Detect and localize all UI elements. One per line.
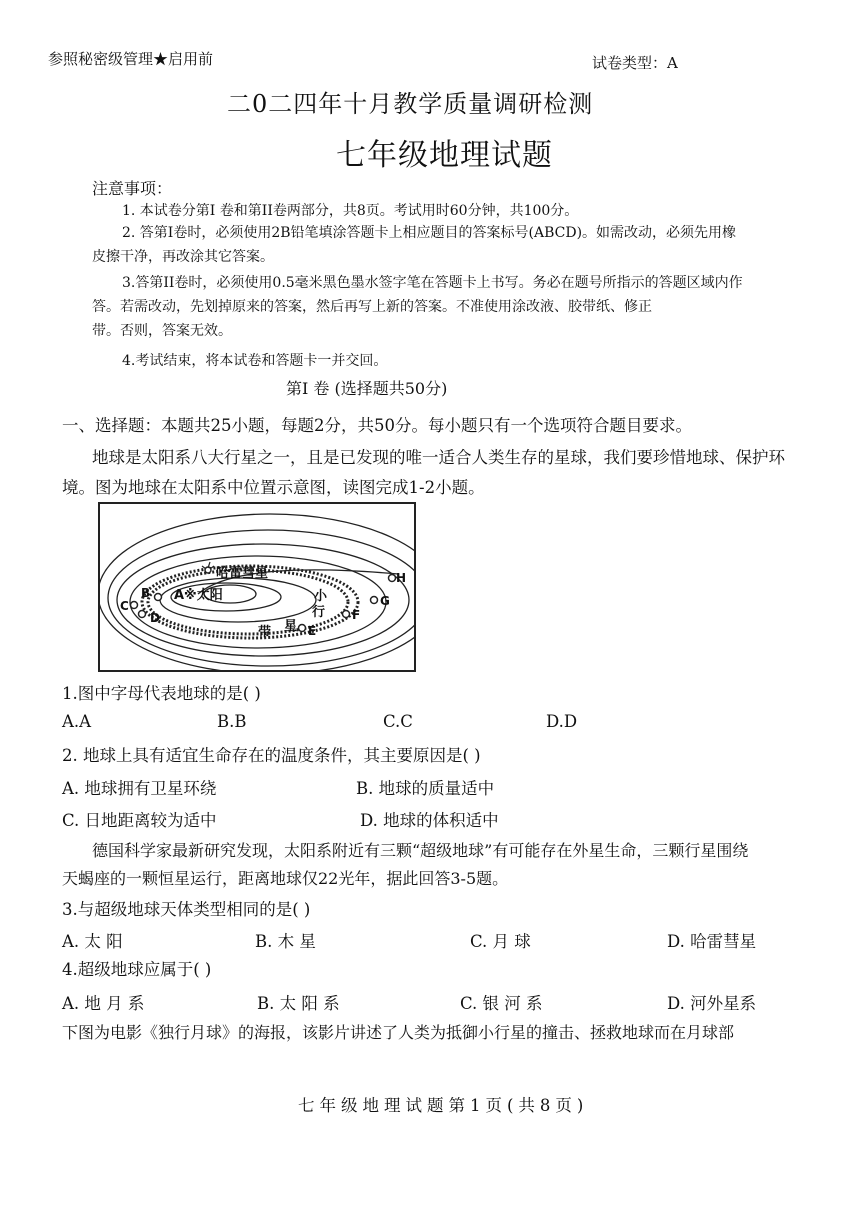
confidential-label: 参照秘密级管理★启用前 xyxy=(48,50,214,68)
label-E: E xyxy=(308,624,317,638)
note-1: 1. 本试卷分第I 卷和第II卷两部分，共8页。考试用时60分钟，共100分。 xyxy=(122,203,579,219)
note-4: 4.考试结束，将本试卷和答题卡一并交回。 xyxy=(122,353,388,369)
planet-F-marker xyxy=(343,611,350,618)
q1-option-b: B.B xyxy=(217,712,247,731)
label-G: G xyxy=(380,594,390,608)
label-H: H xyxy=(396,571,407,585)
exam-title: 二0二四年十月教学质量调研检测 xyxy=(227,90,594,118)
note-2-line-1: 2. 答第I卷时，必须使用2B铅笔填涂答题卡上相应题目的答案标号(ABCD)。如需改动，必须先用橡 xyxy=(122,225,737,241)
q2-option-d: D. 地球的体积适中 xyxy=(360,811,499,830)
label-B: B xyxy=(141,586,151,600)
planet-E-marker xyxy=(299,625,306,632)
q1-option-a: A.A xyxy=(62,712,92,731)
q4-option-b: B. 太 阳 系 xyxy=(257,994,340,1013)
q2-stem: 2. 地球上具有适宜生命存在的温度条件，其主要原因是( ) xyxy=(62,746,481,765)
q1-option-c: C.C xyxy=(383,712,413,731)
intro2-line-1: 德国科学家最新研究发现，太阳系附近有三颗“超级地球”有可能存在外星生命，三颗行星围绕 xyxy=(92,841,749,860)
belt-char-1: 小 xyxy=(314,589,328,604)
paper-type-label: 试卷类型：A xyxy=(592,54,678,72)
q3-option-a: A. 太 阳 xyxy=(62,932,123,951)
intro3-line-1: 下图为电影《独行月球》的海报，该影片讲述了人类为抵御小行星的撞击、拯救地球而在月球部 xyxy=(62,1023,735,1042)
q1-option-d: D.D xyxy=(546,712,578,731)
note-3-line-3: 带。否则，答案无效。 xyxy=(92,323,232,339)
note-2-line-2: 皮擦干净，再改涂其它答案。 xyxy=(92,249,274,265)
planet-G-marker xyxy=(371,597,378,604)
q4-option-c: C. 银 河 系 xyxy=(460,994,543,1013)
q3-option-d: D. 哈雷彗星 xyxy=(667,932,757,951)
q3-stem: 3.与超级地球天体类型相同的是( ) xyxy=(62,900,311,919)
note-3-line-2: 答。若需改动，先划掉原来的答案，然后再写上新的答案。不准使用涂改液、胶带纸、修正 xyxy=(92,299,652,315)
intro2-line-2: 天蝎座的一颗恒星运行，距离地球仅22光年，据此回答3-5题。 xyxy=(62,869,509,888)
solar-system-diagram xyxy=(98,502,416,672)
q4-stem: 4.超级地球应属于( ) xyxy=(62,960,212,979)
sun-label: A※太阳 xyxy=(174,588,223,603)
belt-char-2: 行 xyxy=(312,605,326,620)
planet-C-marker xyxy=(131,602,138,609)
planet-B-marker xyxy=(155,594,162,601)
q2-option-a: A. 地球拥有卫星环绕 xyxy=(62,779,217,798)
note-3-line-1: 3.答第II卷时，必须使用0.5毫米黑色墨水签字笔在答题卡上书写。务必在题号所指示的答题区域内作 xyxy=(122,275,743,291)
section-title: 第I 卷 (选择题共50分) xyxy=(286,379,448,398)
planet-D-marker xyxy=(139,611,146,618)
page-footer: 七年级地理试题第1页(共8页) xyxy=(298,1096,589,1115)
q4-option-d: D. 河外星系 xyxy=(667,994,757,1013)
q4-option-a: A. 地 月 系 xyxy=(62,994,145,1013)
planet-H-marker xyxy=(389,575,396,582)
label-C: C xyxy=(120,599,129,613)
q3-option-c: C. 月 球 xyxy=(470,932,531,951)
comet-label: 哈雷彗星 xyxy=(216,566,269,581)
belt-char-4: 带 xyxy=(258,625,272,640)
intro1-line-2: 境。图为地球在太阳系中位置示意图，读图完成1-2小题。 xyxy=(62,478,485,497)
notes-heading: 注意事项： xyxy=(92,179,173,198)
q3-option-b: B. 木 星 xyxy=(255,932,316,951)
q1-stem: 1.图中字母代表地球的是( ) xyxy=(62,684,261,703)
label-D: D xyxy=(150,611,160,625)
belt-char-3: 星 xyxy=(284,619,298,634)
label-F: F xyxy=(352,608,361,622)
q2-option-c: C. 日地距离较为适中 xyxy=(62,811,217,830)
subject-title: 七年级地理试题 xyxy=(336,138,553,173)
section-instruction: 一、选择题：本题共25小题，每题2分，共50分。每小题只有一个选项符合题目要求。 xyxy=(62,416,692,435)
intro1-line-1: 地球是太阳系八大行星之一，且是已发现的唯一适合人类生存的星球，我们要珍惜地球、保护环 xyxy=(92,448,785,467)
q2-option-b: B. 地球的质量适中 xyxy=(356,779,495,798)
